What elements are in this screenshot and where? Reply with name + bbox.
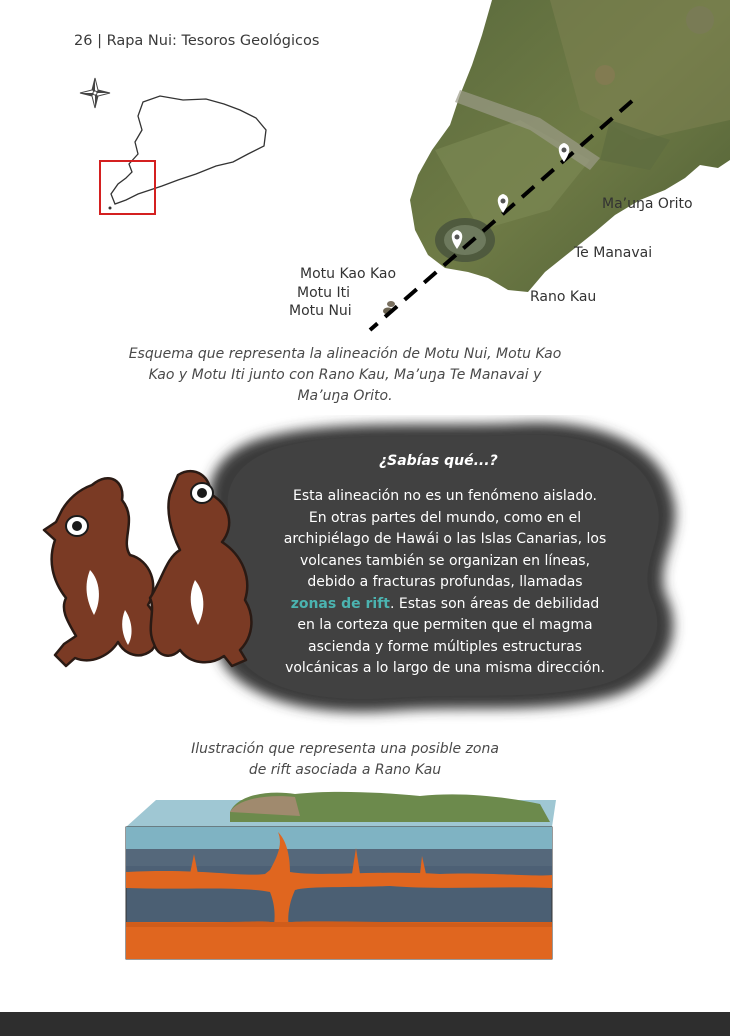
alignment-overlay [0,0,730,340]
caption-line: Esquema que representa la alineación de Motu Nui, Motu Kao [128,346,562,362]
caption-line: de rift asociada a Rano Kau [248,762,442,778]
label-motu-kao-kao: Motu Kao Kao [300,266,397,282]
body-line: volcánicas a lo largo de una misma dirección. [285,660,605,676]
body-line: En otras partes del mundo, como en el [308,509,582,526]
footer-bar [0,1012,730,1036]
rift-zone-block-diagram [120,782,560,964]
ocean-layer [126,827,552,849]
label-rano-kau: Rano Kau [530,289,597,305]
body-line: en la corteza que permiten que el magma [297,617,593,633]
label-mauna-orito: Ma’uŋa Orito [602,196,693,212]
mantle-magma [126,922,552,959]
rift-zone-highlight: zonas de rift [290,595,390,612]
page-number: 26 [74,33,93,49]
birdman-petroglyph-icon [30,460,280,685]
body-line: volcanes también se organizan en líneas, [299,552,591,569]
caption-line: Ilustración que representa una posible zona [191,741,499,757]
label-motu-nui: Motu Nui [289,303,352,319]
body-text: . Estas son áreas de debilidad [389,595,600,612]
book-title: Rapa Nui: Tesoros Geológicos [106,33,320,49]
did-you-know-title: ¿Sabías qué...? [379,453,498,469]
map-caption [110,344,580,407]
header-separator: | [97,33,102,49]
illustration-caption [150,739,540,781]
body-line: archipiélago de Hawái o las Islas Canarias, los [283,531,607,547]
label-motu-iti: Motu Iti [297,285,350,301]
label-te-manavai: Te Manavai [574,245,653,261]
location-pin-icon [452,230,463,249]
body-line: debido a fracturas profundas, llamadas [307,574,583,590]
did-you-know-body [270,486,620,680]
caption-line: Ma’uŋa Orito. [297,388,393,404]
body-line: Esta alineación no es un fenómeno aislado. [292,488,597,504]
body-line: ascienda y forme múltiples estructuras [308,638,582,655]
caption-line: Kao y Motu Iti junto con Rano Kau, Ma’uŋa Te Manavai y [148,367,542,383]
body-line-highlight [270,594,620,616]
